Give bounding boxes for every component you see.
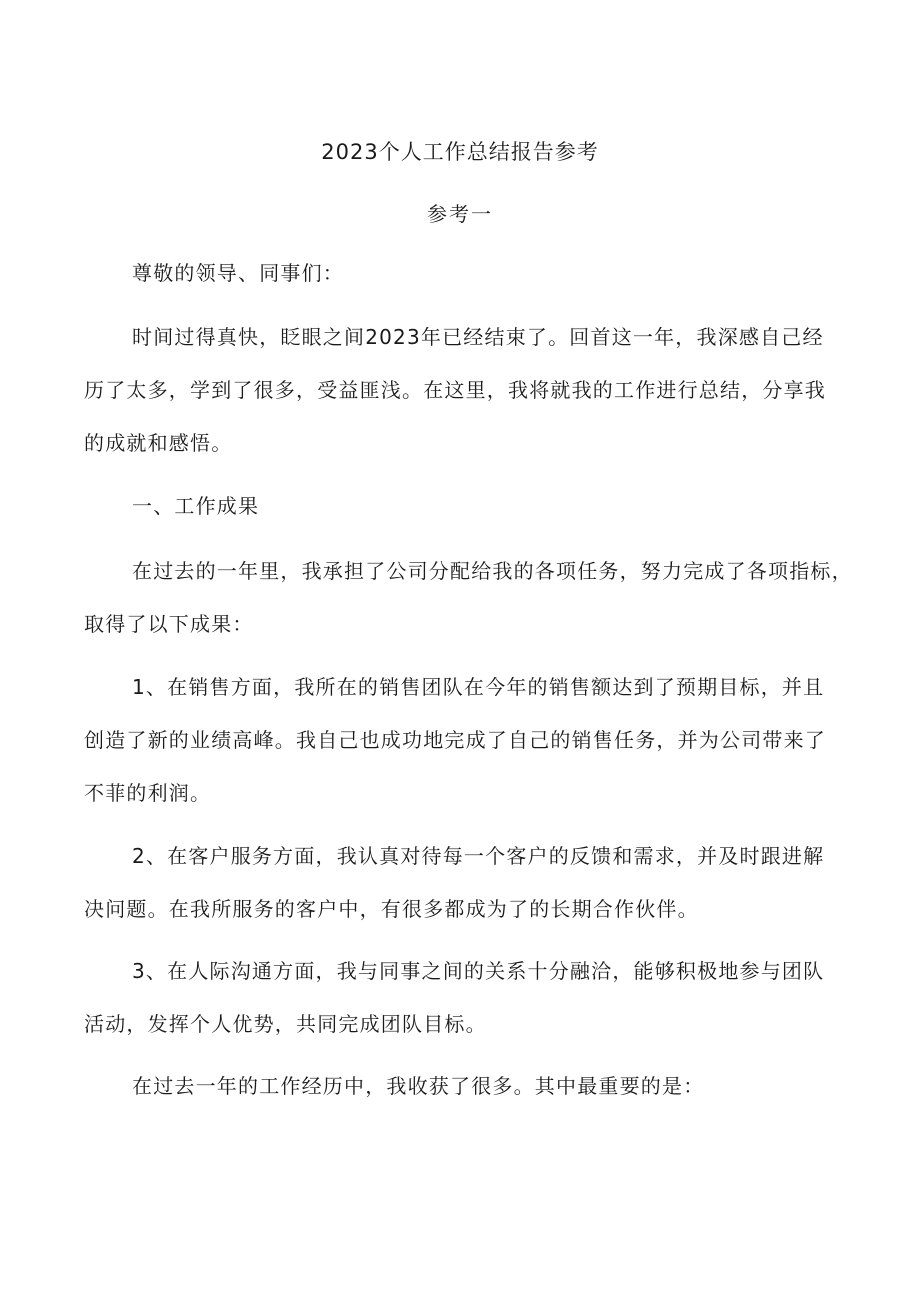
item3-paragraph: [84, 945, 840, 1051]
item-line: 3、在人际沟通方面，我与同事之间的关系十分融洽，能够积极地参与团队: [132, 959, 825, 983]
salutation-line: 尊敬的领导、同事们：: [132, 261, 344, 285]
item1-paragraph: [84, 661, 840, 820]
section1-intro-paragraph: [84, 545, 853, 651]
document-subtitle: 参考一: [427, 202, 493, 226]
intro-line: 的成就和感悟。: [84, 431, 233, 455]
item-line: 决问题。在我所服务的客户中，有很多都成为了的长期合作伙伴。: [84, 897, 699, 921]
closing-line: 在过去一年的工作经历中，我收获了很多。其中最重要的是：: [132, 1074, 705, 1098]
intro-paragraph: [84, 311, 840, 470]
salutation-paragraph: [84, 247, 840, 300]
item-line: 不菲的利润。: [84, 781, 212, 805]
document-title: 2023个人工作总结报告参考: [321, 140, 599, 164]
item2-paragraph: [84, 830, 840, 936]
intro-line: 时间过得真快，眨眼之间2023年已经结束了。回首这一年，我深感自己经: [132, 325, 824, 349]
intro-line: 历了太多，学到了很多，受益匪浅。在这里，我将就我的工作进行总结，分享我: [84, 378, 826, 402]
section1-heading: [84, 480, 840, 533]
section-intro-line: 在过去的一年里，我承担了公司分配给我的各项任务，努力完成了各项指标，: [132, 559, 853, 583]
item-line: 2、在客户服务方面，我认真对待每一个客户的反馈和需求，并及时跟进解: [132, 844, 825, 868]
item-line: 创造了新的业绩高峰。我自己也成功地完成了自己的销售任务，并为公司带来了: [84, 728, 826, 752]
section-heading-line: 一、工作成果: [132, 494, 260, 518]
section-intro-line: 取得了以下成果：: [84, 612, 254, 636]
item-line: 1、在销售方面，我所在的销售团队在今年的销售额达到了预期目标，并且: [132, 675, 825, 699]
item-line: 活动，发挥个人优势，共同完成团队目标。: [84, 1012, 487, 1036]
closing-paragraph: [84, 1060, 840, 1113]
